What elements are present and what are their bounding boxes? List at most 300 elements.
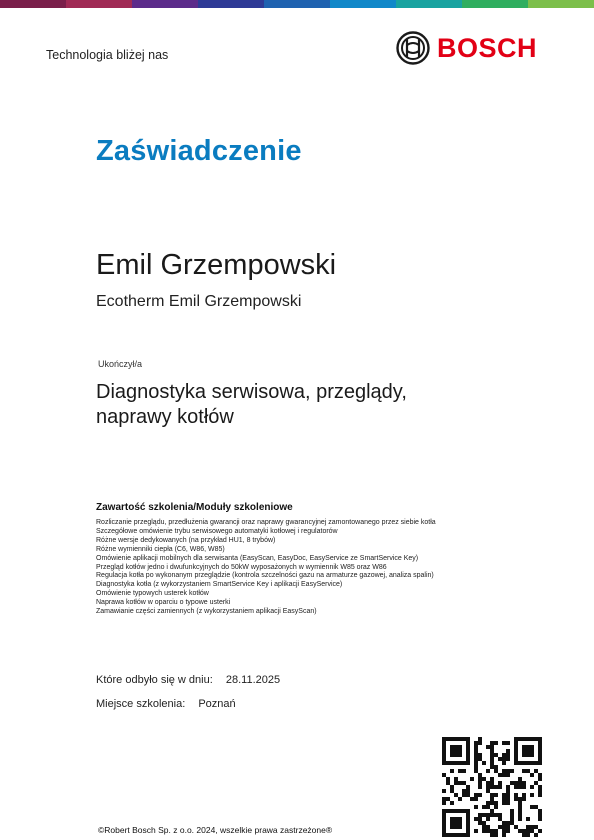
qr-module — [474, 769, 478, 773]
qr-module — [518, 805, 522, 809]
qr-module — [534, 769, 538, 773]
qr-module — [486, 829, 490, 833]
qr-module — [538, 809, 542, 813]
qr-module — [522, 761, 526, 765]
qr-module — [530, 761, 534, 765]
qr-module — [478, 793, 482, 797]
qr-module — [474, 749, 478, 753]
qr-module — [446, 761, 450, 765]
qr-module — [450, 821, 454, 825]
qr-module — [458, 821, 462, 825]
qr-module — [462, 761, 466, 765]
qr-module — [458, 809, 462, 813]
qr-module — [502, 825, 506, 829]
qr-module — [522, 833, 526, 837]
qr-module — [486, 813, 490, 817]
certificate-title: Zaświadczenie — [96, 135, 302, 167]
qr-module — [494, 785, 498, 789]
qr-module — [466, 817, 470, 821]
qr-module — [510, 813, 514, 817]
qr-module — [442, 749, 446, 753]
qr-module — [442, 741, 446, 745]
training-place-row — [96, 698, 236, 710]
qr-module — [446, 737, 450, 741]
module-item: Omówienie typowych usterek kotłów — [96, 590, 209, 598]
qr-module — [466, 833, 470, 837]
qr-module — [490, 741, 494, 745]
verification-qr-code — [442, 737, 542, 837]
qr-module — [442, 813, 446, 817]
qr-module — [538, 789, 542, 793]
qr-module — [450, 753, 454, 757]
qr-module — [442, 789, 446, 793]
qr-module — [514, 761, 518, 765]
qr-module — [466, 813, 470, 817]
qr-module — [486, 745, 490, 749]
bosch-logo — [396, 31, 537, 65]
qr-module — [494, 753, 498, 757]
qr-module — [506, 797, 510, 801]
qr-module — [526, 829, 530, 833]
qr-module — [526, 753, 530, 757]
qr-module — [474, 741, 478, 745]
qr-module — [522, 793, 526, 797]
qr-module — [506, 741, 510, 745]
qr-module — [474, 765, 478, 769]
qr-module — [466, 745, 470, 749]
qr-module — [490, 813, 494, 817]
qr-module — [538, 757, 542, 761]
qr-module — [514, 741, 518, 745]
module-item: Rozliczanie przeglądu, przedłużenia gwarancji oraz naprawy gwarancyjnej zamontowanego przez siebie kotła — [96, 519, 436, 526]
qr-module — [538, 741, 542, 745]
qr-module — [474, 805, 478, 809]
qr-module — [474, 761, 478, 765]
qr-module — [518, 829, 522, 833]
qr-module — [510, 809, 514, 813]
color-bar-segment — [198, 0, 264, 8]
qr-module — [442, 809, 446, 813]
qr-module — [478, 821, 482, 825]
qr-module — [518, 737, 522, 741]
qr-module — [494, 829, 498, 833]
qr-module — [530, 825, 534, 829]
qr-module — [490, 749, 494, 753]
color-bar-segment — [330, 0, 396, 8]
qr-module — [470, 777, 474, 781]
qr-module — [442, 817, 446, 821]
qr-module — [538, 813, 542, 817]
tagline: Technologia bliżej nas — [46, 48, 169, 62]
qr-module — [534, 805, 538, 809]
qr-module — [490, 765, 494, 769]
qr-module — [450, 769, 454, 773]
qr-module — [510, 817, 514, 821]
qr-module — [538, 753, 542, 757]
qr-module — [462, 809, 466, 813]
qr-module — [474, 745, 478, 749]
company-name: Ecotherm Emil Grzempowski — [96, 293, 302, 310]
qr-module — [526, 817, 530, 821]
qr-module — [502, 797, 506, 801]
module-item: Przegląd kotłów jedno i dwufunkcyjnych do 50kW wyposażonych w wymiennik W85 oraz W86 — [96, 563, 387, 571]
qr-module — [514, 737, 518, 741]
qr-module — [530, 793, 534, 797]
qr-module — [518, 797, 522, 801]
qr-module — [506, 829, 510, 833]
qr-module — [498, 773, 502, 777]
qr-module — [518, 777, 522, 781]
qr-module — [502, 829, 506, 833]
qr-module — [454, 833, 458, 837]
qr-module — [486, 781, 490, 785]
qr-module — [518, 801, 522, 805]
qr-module — [442, 773, 446, 777]
qr-module — [458, 753, 462, 757]
qr-module — [506, 801, 510, 805]
qr-module — [534, 737, 538, 741]
qr-module — [502, 769, 506, 773]
qr-module — [518, 817, 522, 821]
qr-module — [486, 769, 490, 773]
qr-module — [454, 781, 458, 785]
qr-module — [494, 833, 498, 837]
modules-heading: Zawartość szkolenia/Moduły szkoleniowe — [96, 502, 293, 513]
qr-module — [526, 825, 530, 829]
qr-module — [446, 777, 450, 781]
qr-module — [502, 753, 506, 757]
qr-module — [494, 801, 498, 805]
qr-module — [442, 797, 446, 801]
course-name-line: naprawy kotłów — [96, 406, 234, 428]
qr-module — [522, 785, 526, 789]
color-bar-segment — [396, 0, 462, 8]
training-date-label: Które odbyło się w dniu: — [96, 674, 213, 686]
qr-module — [482, 825, 486, 829]
qr-module — [510, 769, 514, 773]
qr-module — [474, 757, 478, 761]
qr-module — [530, 753, 534, 757]
qr-module — [458, 761, 462, 765]
qr-module — [530, 737, 534, 741]
qr-module — [498, 781, 502, 785]
qr-module — [454, 749, 458, 753]
qr-module — [466, 761, 470, 765]
qr-module — [522, 769, 526, 773]
training-place-value: Poznań — [198, 698, 236, 710]
qr-module — [506, 757, 510, 761]
qr-module — [446, 809, 450, 813]
qr-module — [450, 789, 454, 793]
qr-module — [442, 829, 446, 833]
qr-module — [498, 785, 502, 789]
qr-module — [526, 769, 530, 773]
qr-module — [462, 737, 466, 741]
qr-module — [494, 813, 498, 817]
qr-module — [526, 761, 530, 765]
qr-module — [458, 825, 462, 829]
qr-module — [506, 769, 510, 773]
color-bar-segment — [264, 0, 330, 8]
qr-module — [478, 757, 482, 761]
qr-module — [442, 801, 446, 805]
qr-module — [518, 813, 522, 817]
qr-module — [442, 833, 446, 837]
qr-module — [490, 745, 494, 749]
qr-module — [502, 821, 506, 825]
qr-module — [450, 737, 454, 741]
qr-module — [534, 825, 538, 829]
qr-module — [486, 789, 490, 793]
bosch-armature-icon — [396, 31, 430, 65]
qr-module — [462, 769, 466, 773]
module-item: Regulacja kotła po wykonanym przeglądzie (kontrola szczelności gazu na armaturze gazowej, analiza spalin) — [96, 572, 434, 580]
qr-module — [458, 749, 462, 753]
qr-module — [442, 753, 446, 757]
qr-module — [478, 817, 482, 821]
qr-module — [450, 833, 454, 837]
qr-module — [450, 825, 454, 829]
qr-module — [458, 817, 462, 821]
qr-module — [514, 785, 518, 789]
qr-module — [510, 821, 514, 825]
qr-module — [478, 781, 482, 785]
color-bar-segment — [66, 0, 132, 8]
qr-module — [530, 829, 534, 833]
qr-module — [498, 757, 502, 761]
qr-module — [490, 793, 494, 797]
color-bar-segment — [0, 0, 66, 8]
qr-module — [470, 797, 474, 801]
qr-module — [518, 781, 522, 785]
qr-module — [502, 773, 506, 777]
qr-module — [530, 749, 534, 753]
qr-module — [446, 781, 450, 785]
qr-module — [526, 745, 530, 749]
qr-module — [534, 781, 538, 785]
qr-module — [522, 749, 526, 753]
qr-module — [538, 817, 542, 821]
qr-module — [506, 821, 510, 825]
module-item: Zamawianie części zamiennych (z wykorzystaniem aplikacji EasyScan) — [96, 608, 317, 616]
qr-module — [502, 801, 506, 805]
qr-module — [522, 797, 526, 801]
participant-name: Emil Grzempowski — [96, 249, 337, 281]
qr-module — [454, 737, 458, 741]
qr-module — [450, 801, 454, 805]
qr-module — [502, 761, 506, 765]
module-item: Diagnostyka kotła (z wykorzystaniem SmartService Key i aplikacji EasyService) — [96, 581, 343, 589]
qr-module — [442, 825, 446, 829]
qr-module — [522, 753, 526, 757]
qr-module — [538, 777, 542, 781]
qr-module — [514, 757, 518, 761]
qr-module — [466, 749, 470, 753]
qr-module — [442, 821, 446, 825]
qr-module — [486, 817, 490, 821]
qr-module — [466, 741, 470, 745]
qr-module — [454, 825, 458, 829]
qr-module — [458, 833, 462, 837]
qr-module — [514, 745, 518, 749]
qr-module — [514, 797, 518, 801]
qr-module — [474, 829, 478, 833]
qr-module — [466, 753, 470, 757]
qr-module — [454, 821, 458, 825]
qr-module — [538, 737, 542, 741]
color-bar-segment — [132, 0, 198, 8]
qr-module — [514, 825, 518, 829]
qr-module — [498, 817, 502, 821]
qr-module — [530, 745, 534, 749]
qr-module — [446, 833, 450, 837]
qr-module — [530, 773, 534, 777]
qr-module — [490, 757, 494, 761]
qr-module — [458, 769, 462, 773]
qr-module — [522, 829, 526, 833]
qr-module — [538, 793, 542, 797]
qr-module — [474, 753, 478, 757]
qr-module — [462, 781, 466, 785]
course-name-line: Diagnostyka serwisowa, przeglądy, — [96, 381, 407, 403]
qr-module — [510, 781, 514, 785]
qr-module — [478, 785, 482, 789]
qr-module — [446, 797, 450, 801]
qr-module — [538, 761, 542, 765]
qr-module — [538, 749, 542, 753]
qr-module — [458, 737, 462, 741]
qr-module — [442, 745, 446, 749]
qr-module — [522, 745, 526, 749]
copyright-notice: ©Robert Bosch Sp. z o.o. 2024, wszelkie prawa zastrzeżone® — [98, 825, 333, 835]
qr-module — [466, 737, 470, 741]
qr-module — [454, 753, 458, 757]
qr-module — [482, 813, 486, 817]
qr-module — [482, 761, 486, 765]
module-item: Naprawa kotłów w oparciu o typowe usterki — [96, 599, 231, 607]
qr-module — [490, 801, 494, 805]
qr-module — [490, 753, 494, 757]
qr-module — [482, 805, 486, 809]
brand-color-bar — [0, 0, 594, 8]
qr-module — [458, 745, 462, 749]
qr-module — [454, 761, 458, 765]
qr-module — [490, 809, 494, 813]
qr-module — [466, 809, 470, 813]
qr-module — [494, 805, 498, 809]
qr-module — [454, 777, 458, 781]
qr-module — [538, 785, 542, 789]
qr-module — [490, 797, 494, 801]
qr-module — [474, 797, 478, 801]
qr-module — [462, 833, 466, 837]
qr-module — [482, 821, 486, 825]
qr-module — [498, 813, 502, 817]
qr-module — [538, 829, 542, 833]
qr-module — [474, 817, 478, 821]
qr-module — [506, 773, 510, 777]
qr-module — [506, 825, 510, 829]
qr-module — [494, 769, 498, 773]
modules-list — [96, 519, 436, 617]
course-name — [96, 380, 496, 430]
qr-module — [490, 761, 494, 765]
qr-module — [450, 761, 454, 765]
qr-module — [494, 793, 498, 797]
qr-module — [522, 781, 526, 785]
logo-wordmark: BOSCH — [437, 33, 538, 63]
qr-module — [454, 745, 458, 749]
qr-module — [506, 749, 510, 753]
qr-module — [478, 777, 482, 781]
qr-module — [450, 749, 454, 753]
qr-module — [526, 737, 530, 741]
qr-module — [466, 825, 470, 829]
qr-module — [518, 809, 522, 813]
qr-module — [490, 833, 494, 837]
color-bar-segment — [462, 0, 528, 8]
qr-module — [450, 809, 454, 813]
qr-module — [534, 833, 538, 837]
training-date-value: 28.11.2025 — [225, 674, 281, 686]
qr-module — [486, 825, 490, 829]
qr-module — [450, 785, 454, 789]
qr-module — [502, 741, 506, 745]
qr-module — [466, 829, 470, 833]
qr-module — [490, 829, 494, 833]
qr-module — [502, 833, 506, 837]
qr-module — [482, 829, 486, 833]
qr-module — [518, 761, 522, 765]
module-item: Omówienie aplikacji mobilnych dla serwisanta (EasyScan, EasyDoc, EasyService ze SmartService Key) — [96, 554, 419, 562]
qr-module — [514, 753, 518, 757]
module-item: Szczegółowe omówienie trybu serwisowego automatyki kotłowej i regulatorów — [96, 527, 338, 535]
qr-module — [534, 761, 538, 765]
qr-module — [486, 785, 490, 789]
qr-module — [522, 737, 526, 741]
qr-module — [478, 813, 482, 817]
qr-module — [490, 777, 494, 781]
module-item: Różne wersje dedykowanych (na przykład HU1, 8 trybów) — [96, 536, 276, 544]
qr-module — [478, 737, 482, 741]
qr-module — [530, 785, 534, 789]
qr-module — [466, 821, 470, 825]
qr-module — [458, 797, 462, 801]
qr-module — [494, 741, 498, 745]
qr-module — [506, 789, 510, 793]
qr-module — [478, 753, 482, 757]
qr-module — [450, 817, 454, 821]
qr-module — [538, 773, 542, 777]
qr-module — [526, 749, 530, 753]
qr-module — [538, 745, 542, 749]
qr-module — [442, 757, 446, 761]
qr-module — [498, 825, 502, 829]
qr-module — [466, 757, 470, 761]
qr-module — [518, 785, 522, 789]
qr-module — [502, 793, 506, 797]
qr-module — [442, 737, 446, 741]
qr-module — [514, 749, 518, 753]
training-place-label: Miejsce szkolenia: — [96, 698, 186, 710]
qr-module — [466, 793, 470, 797]
qr-module — [526, 833, 530, 837]
qr-module — [514, 781, 518, 785]
qr-module — [450, 745, 454, 749]
qr-module — [466, 785, 470, 789]
qr-module — [442, 761, 446, 765]
qr-module — [486, 805, 490, 809]
